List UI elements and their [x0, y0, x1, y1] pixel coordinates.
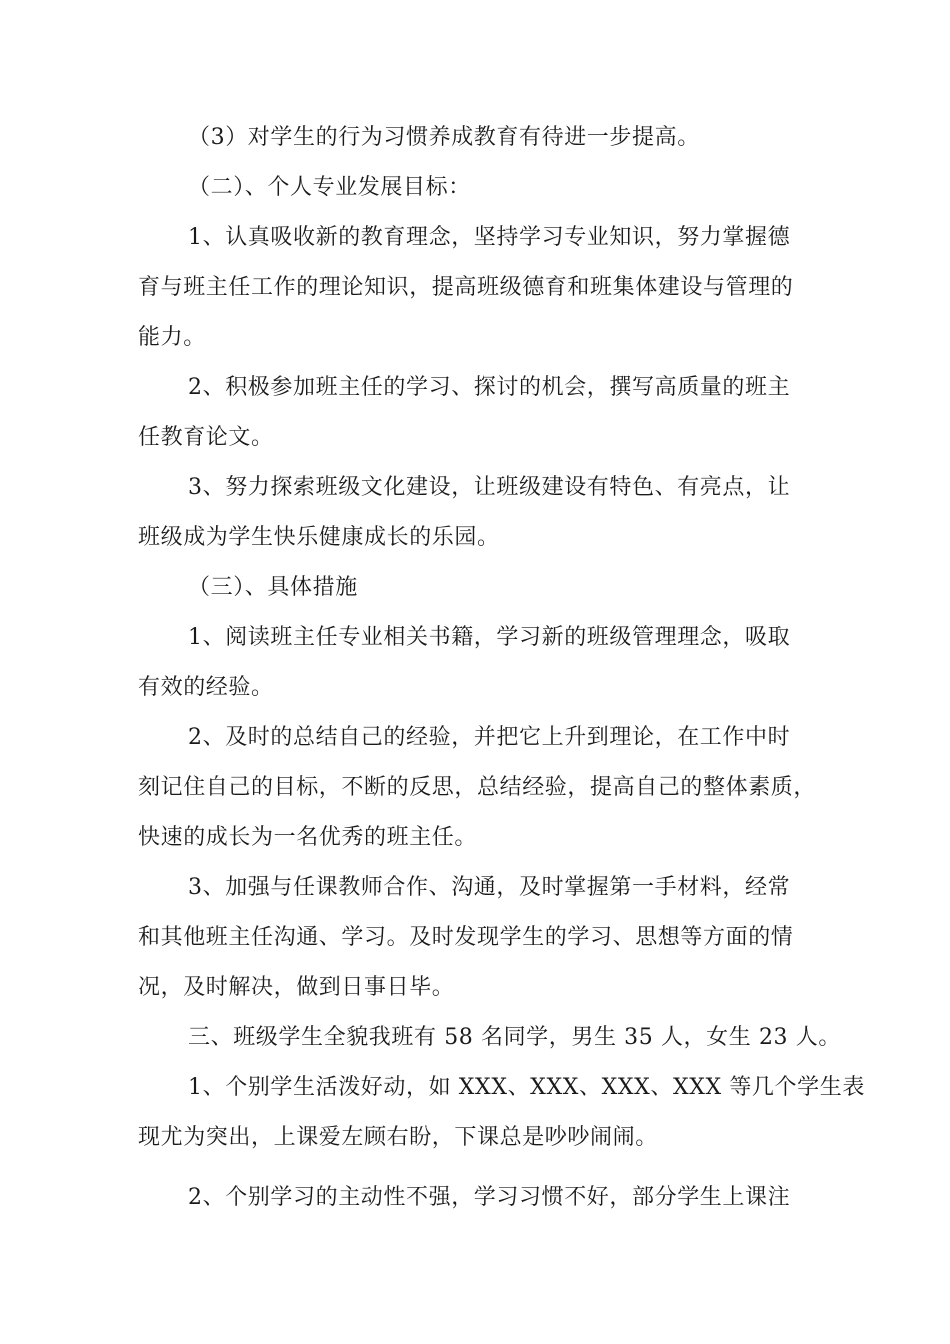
text-line: 育与班主任工作的理论知识，提高班级德育和班集体建设与管理的 [138, 275, 794, 300]
text-line: 有效的经验。 [138, 675, 274, 700]
text-line: 2、及时的总结自己的经验，并把它上升到理论，在工作中时 [188, 725, 791, 750]
text-line: （3）对学生的行为习惯养成教育有待进一步提高。 [188, 125, 700, 150]
text-line: 2、个别学习的主动性不强，学习习惯不好，部分学生上课注 [188, 1185, 791, 1210]
text-line: 况，及时解决，做到日事日毕。 [138, 975, 455, 1000]
text-line: 1、个别学生活泼好动，如 XXX、XXX、XXX、XXX 等几个学生表 [188, 1075, 865, 1100]
text-line: 快速的成长为一名优秀的班主任。 [138, 825, 478, 850]
text-line: 和其他班主任沟通、学习。及时发现学生的学习、思想等方面的情 [138, 925, 794, 950]
section-heading: （二）、个人专业发展目标： [188, 175, 471, 200]
text-line: 刻记住自己的目标，不断的反思，总结经验，提高自己的整体素质， [138, 775, 817, 800]
text-line: 三、班级学生全貌我班有 58 名同学，男生 35 人，女生 23 人。 [188, 1025, 841, 1050]
text-line: 3、努力探索班级文化建设，让班级建设有特色、有亮点，让 [188, 475, 791, 500]
text-line: 班级成为学生快乐健康成长的乐园。 [138, 525, 500, 550]
text-line: 1、认真吸收新的教育理念，坚持学习专业知识，努力掌握德 [188, 225, 791, 250]
text-line: 2、积极参加班主任的学习、探讨的机会，撰写高质量的班主 [188, 375, 791, 400]
text-line: 1、阅读班主任专业相关书籍，学习新的班级管理理念，吸取 [188, 625, 791, 650]
text-line: 现尤为突出，上课爱左顾右盼，下课总是吵吵闹闹。 [138, 1125, 658, 1150]
text-line: 任教育论文。 [138, 425, 274, 450]
text-line: 能力。 [138, 325, 206, 350]
section-heading: （三）、具体措施 [188, 575, 358, 600]
text-line: 3、加强与任课教师合作、沟通，及时掌握第一手材料，经常 [188, 875, 791, 900]
